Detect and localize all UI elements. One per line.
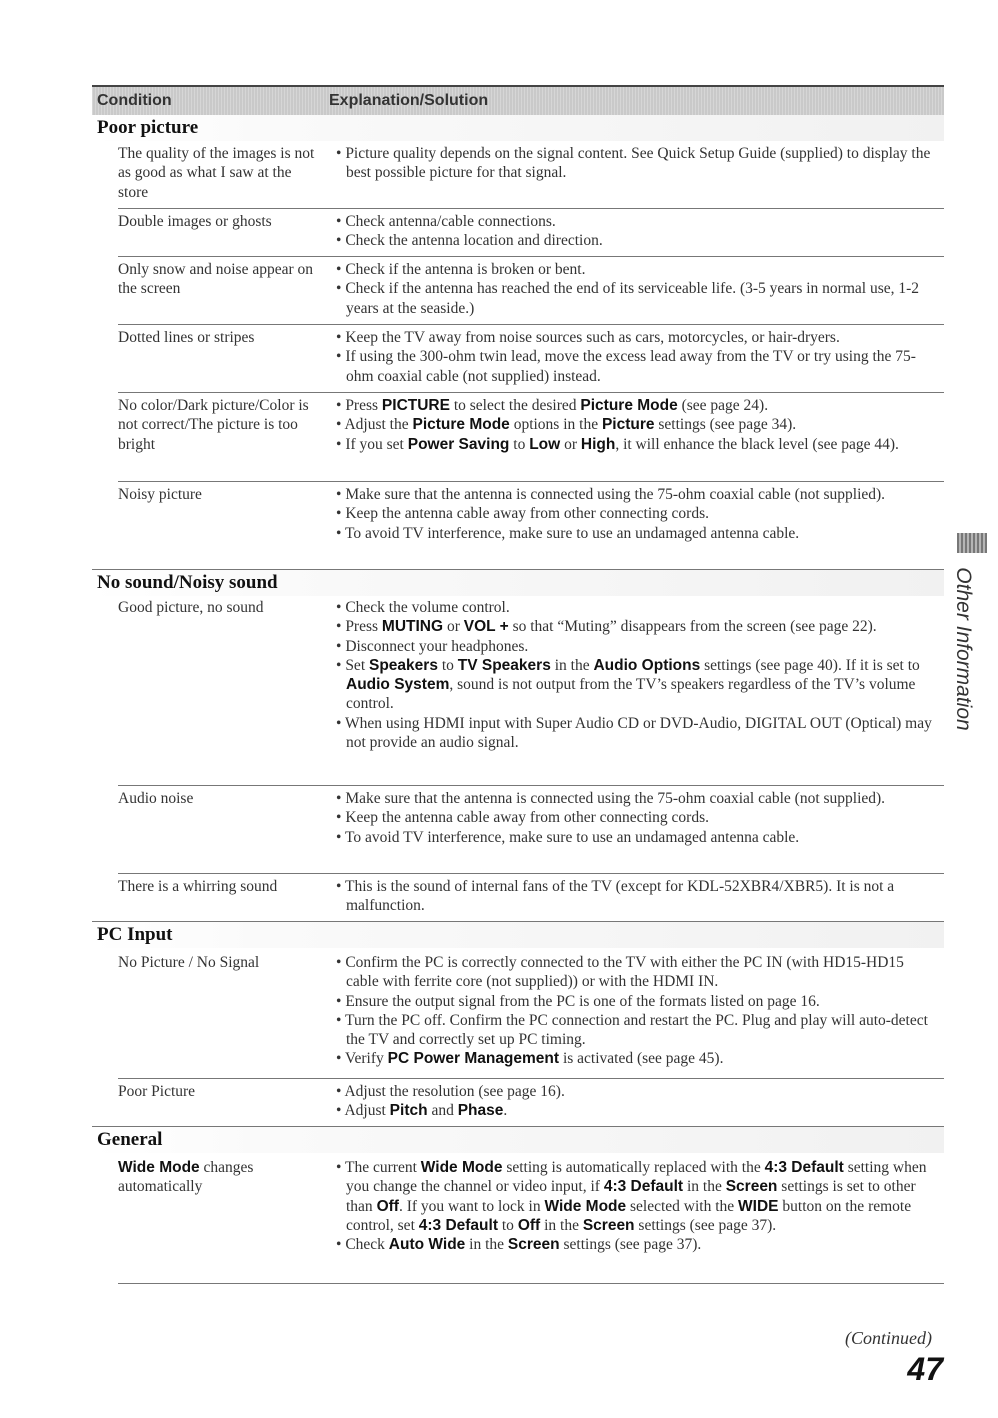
solution-list xyxy=(336,328,940,386)
solution-list xyxy=(336,396,940,454)
row-condition: The quality of the images is not as good as what I saw at the store xyxy=(118,145,315,201)
table-row xyxy=(118,256,944,325)
side-label xyxy=(948,564,978,734)
solution-item: • The current Wide Mode setting is automatically replaced with the 4:3 Default setting when you change the channel or video input, if 4:3 Default in the Screen settings is set to other than Off. If you want to lock in Wide Mode selected with the WIDE button on the remote control, set 4:3 Default to Off in the Screen settings (see page 37). xyxy=(336,1158,940,1235)
menu-keyword: Auto Wide xyxy=(388,1236,466,1254)
menu-keyword: PC Power Management xyxy=(387,1050,560,1068)
solution-item: • Keep the antenna cable away from other connecting cords. xyxy=(336,504,940,523)
solution-item: • Press MUTING or VOL + so that “Muting” disappears from the screen (see page 22). xyxy=(336,617,940,636)
menu-keyword: Screen xyxy=(582,1216,635,1234)
solution-list xyxy=(336,260,940,318)
menu-keyword: MUTING xyxy=(381,618,444,636)
table-row xyxy=(118,950,944,1078)
solution-item: • Confirm the PC is correctly connected to the TV with either the PC IN (with HD15-HD15 cable with ferrite core (not supplied)) or with the HDMI IN. xyxy=(336,953,940,992)
solution-item: • Ensure the output signal from the PC is one of the formats listed on page 16. xyxy=(336,992,940,1011)
row-condition: Double images or ghosts xyxy=(118,213,272,230)
solution-item: • Check if the antenna has reached the end of its serviceable life. (3-5 years in normal use, 1-2 years at the seaside.) xyxy=(336,279,940,318)
solution-list xyxy=(336,598,940,752)
menu-keyword: Speakers xyxy=(369,656,438,674)
row-condition: Poor Picture xyxy=(118,1083,196,1100)
menu-keyword: Audio System xyxy=(346,676,450,694)
menu-keyword: Screen xyxy=(507,1236,560,1254)
solution-item: • When using HDMI input with Super Audio CD or DVD-Audio, DIGITAL OUT (Optical) may not provide an audio signal. xyxy=(336,714,940,753)
solution-item: • Check the volume control. xyxy=(336,598,940,617)
menu-keyword: Power Saving xyxy=(407,435,510,453)
solution-item: • If using the 300-ohm twin lead, move the excess lead away from the TV or try using the 75-ohm coaxial cable (not supplied) instead. xyxy=(336,347,940,386)
section-poor-picture xyxy=(92,115,944,141)
solution-item: • Check the antenna location and direction. xyxy=(336,231,940,250)
solution-item: • Keep the TV away from noise sources such as cars, motorcycles, or hair-dryers. xyxy=(336,328,940,347)
solution-item: • Check Auto Wide in the Screen settings (see page 37). xyxy=(336,1235,940,1254)
solution-list xyxy=(336,953,940,1069)
solution-item: • Verify PC Power Management is activated (see page 45). xyxy=(336,1049,940,1068)
table-row xyxy=(118,324,944,393)
menu-keyword: WIDE xyxy=(738,1197,779,1215)
menu-keyword: Audio Options xyxy=(593,656,701,674)
section-title: No sound/Noisy sound xyxy=(97,572,278,593)
solution-list xyxy=(336,789,940,847)
solution-item: • To avoid TV interference, make sure to use an undamaged antenna cable. xyxy=(336,524,940,543)
header-condition: Condition xyxy=(97,92,172,109)
menu-keyword: Wide Mode xyxy=(420,1159,503,1176)
section-general xyxy=(92,1126,944,1153)
menu-keyword: 4:3 Default xyxy=(764,1159,844,1176)
menu-keyword: High xyxy=(580,435,616,453)
table-row xyxy=(118,595,944,785)
solution-list xyxy=(336,877,940,916)
row-condition: Audio noise xyxy=(118,790,194,807)
menu-keyword: Wide Mode xyxy=(118,1159,200,1176)
table-row xyxy=(118,481,944,570)
solution-list xyxy=(336,212,940,251)
menu-keyword: Wide Mode xyxy=(544,1197,627,1215)
solution-item: • Set Speakers to TV Speakers in the Audio Options settings (see page 40). If it is set to Audio System, sound is not output from the TV’s speakers regardless of the TV’s volume control. xyxy=(336,656,940,714)
section-title: PC Input xyxy=(97,924,173,945)
row-condition: No Picture / No Signal xyxy=(118,954,260,971)
row-condition: Good picture, no sound xyxy=(118,599,264,616)
row-condition: Wide Mode changes automatically xyxy=(118,1159,254,1196)
menu-keyword: PICTURE xyxy=(381,397,450,414)
table-row xyxy=(118,1155,944,1284)
table-row xyxy=(118,141,944,208)
section-title: Poor picture xyxy=(97,117,199,138)
menu-keyword: Phase xyxy=(457,1102,504,1120)
solution-item: • Keep the antenna cable away from other connecting cords. xyxy=(336,808,940,827)
solution-item: • Check if the antenna is broken or bent. xyxy=(336,260,940,279)
row-condition: There is a whirring sound xyxy=(118,878,278,895)
side-tab-marker xyxy=(957,533,987,553)
menu-keyword: Low xyxy=(529,435,561,453)
continued-note: (Continued) xyxy=(845,1328,932,1348)
header-explanation: Explanation/Solution xyxy=(329,92,489,109)
menu-keyword: Off xyxy=(376,1197,399,1215)
solution-item: • Make sure that the antenna is connected using the 75-ohm coaxial cable (not supplied). xyxy=(336,485,940,504)
solution-item: • Picture quality depends on the signal content. See Quick Setup Guide (supplied) to display the best possible picture for that signal. xyxy=(336,144,940,183)
page-number: 47 xyxy=(907,1351,943,1387)
solution-item: • Adjust Pitch and Phase. xyxy=(336,1101,940,1120)
menu-keyword: Picture xyxy=(601,416,655,434)
solution-item: • To avoid TV interference, make sure to use an undamaged antenna cable. xyxy=(336,828,940,847)
table-row xyxy=(118,208,944,257)
section-pc-input xyxy=(92,921,944,948)
solution-item: • Turn the PC off. Confirm the PC connection and restart the PC. Plug and play will auto-detect the TV and correctly set up PC timing. xyxy=(336,1011,940,1050)
solution-item: • Press PICTURE to select the desired Picture Mode (see page 24). xyxy=(336,396,940,415)
row-condition: Only snow and noise appear on the screen xyxy=(118,261,313,298)
menu-keyword: Picture Mode xyxy=(580,397,678,414)
solution-item: • If you set Power Saving to Low or High, it will enhance the black level (see page 44). xyxy=(336,435,940,454)
solution-item: • Adjust the resolution (see page 16). xyxy=(336,1082,940,1101)
menu-keyword: TV Speakers xyxy=(457,656,551,674)
table-row xyxy=(118,785,944,874)
menu-keyword: Off xyxy=(517,1216,541,1234)
row-condition: Dotted lines or stripes xyxy=(118,329,255,346)
solution-list xyxy=(336,1158,940,1254)
solution-list xyxy=(336,1082,940,1121)
menu-keyword: 4:3 Default xyxy=(603,1178,684,1196)
menu-keyword: Pitch xyxy=(389,1102,428,1120)
table-row xyxy=(118,1078,944,1127)
table-header xyxy=(92,85,944,117)
menu-keyword: Picture Mode xyxy=(412,416,510,434)
table-row xyxy=(118,392,944,482)
row-condition: Noisy picture xyxy=(118,486,202,503)
side-label-text: Other Information xyxy=(952,567,975,731)
menu-keyword: Screen xyxy=(725,1178,778,1196)
menu-keyword: 4:3 Default xyxy=(418,1216,498,1234)
solution-item: • Make sure that the antenna is connected using the 75-ohm coaxial cable (not supplied). xyxy=(336,789,940,808)
row-condition: No color/Dark picture/Color is not correct/The picture is too bright xyxy=(118,397,309,453)
solution-item: • This is the sound of internal fans of the TV (except for KDL-52XBR4/XBR5). It is not a malfunction. xyxy=(336,877,940,916)
solution-item: • Adjust the Picture Mode options in the Picture settings (see page 34). xyxy=(336,415,940,434)
solution-list xyxy=(336,144,940,183)
solution-item: • Check antenna/cable connections. xyxy=(336,212,940,231)
section-title: General xyxy=(97,1129,163,1150)
section-no-sound xyxy=(92,569,944,596)
solution-list xyxy=(336,485,940,543)
table-row xyxy=(118,873,944,922)
menu-keyword: VOL + xyxy=(463,618,509,636)
solution-item: • Disconnect your headphones. xyxy=(336,637,940,656)
